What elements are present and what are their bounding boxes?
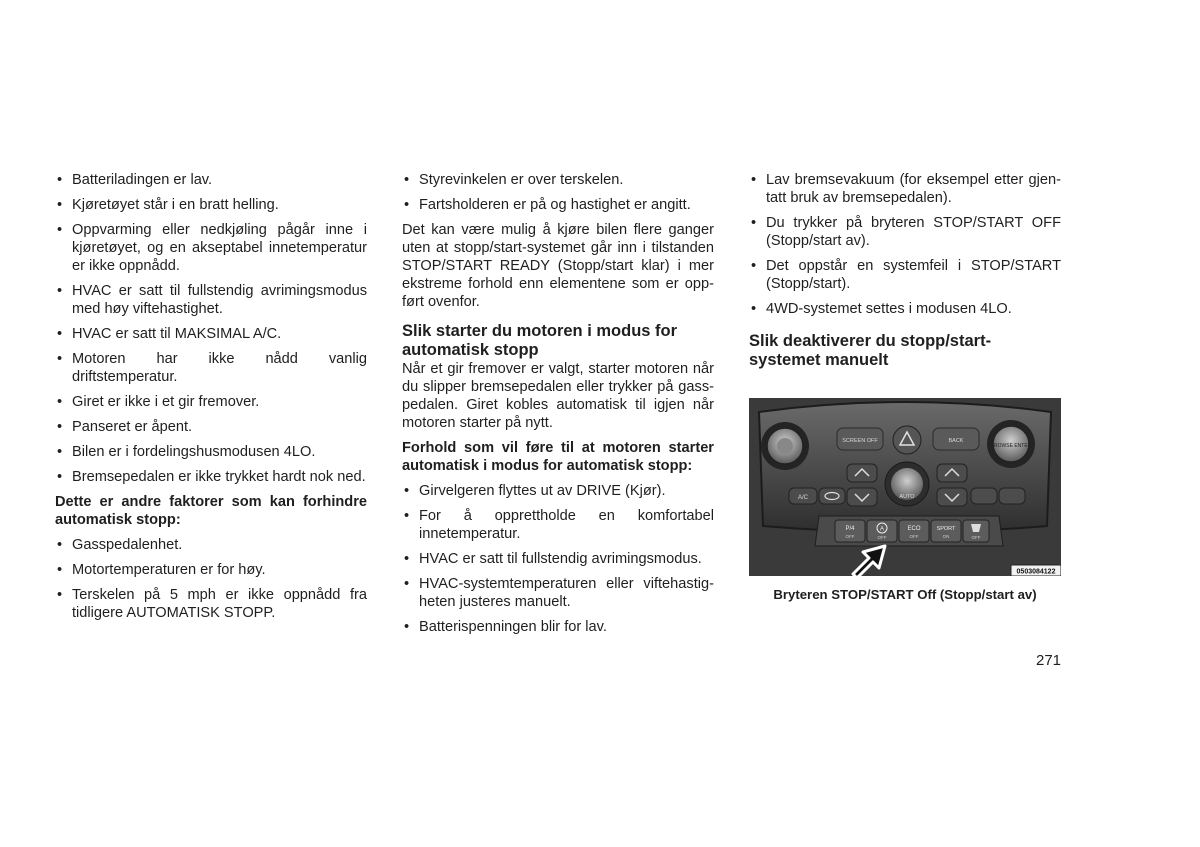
list-item: • Fartsholderen er på og hastighet er angitt.: [402, 196, 714, 214]
temp-down-left-icon: [847, 488, 877, 506]
back-label: BACK: [948, 438, 964, 444]
list-item: • HVAC er satt til fullstendig avrimingsmodus.: [402, 550, 714, 568]
stop-start-switch-figure: [749, 398, 1061, 576]
list-item: • Kjøretøyet står i en bratt helling.: [55, 196, 367, 214]
list-item: • HVAC-systemtemperaturen eller viftehastigheten justeres manuelt.: [402, 575, 714, 611]
eco-label: ECO: [907, 526, 921, 532]
figure-caption: Bryteren STOP/START Off (Stopp/start av): [773, 587, 1037, 602]
list-item: • Batterispenningen blir for lav.: [402, 618, 714, 636]
stop-start-sub-label: OFF: [877, 535, 887, 540]
conditions-heading: Forhold som vil føre til at motoren starter automatisk i modus for automatisk stopp:: [402, 440, 714, 474]
list-item: • Bremsepedalen er ikke trykket hardt nok ned.: [55, 468, 367, 486]
browse-label: BROWSE ENTER: [990, 443, 1032, 449]
list-item: • Styrevinkelen er over terskelen.: [402, 171, 714, 189]
restart-conditions-list: [402, 482, 714, 636]
factors-list: [55, 536, 367, 622]
defrost-front-icon: [971, 488, 997, 504]
list-item: • Bilen er i fordelingshusmodusen 4LO.: [55, 443, 367, 461]
eco-sub-label: OFF: [909, 534, 919, 539]
stop-start-label: A: [879, 526, 885, 533]
conditions-list-3: [749, 171, 1061, 318]
page-number: 271: [1036, 652, 1062, 669]
conditions-list-1: [55, 171, 367, 486]
esc-sub-label: OFF: [971, 535, 981, 540]
hazard-icon: [893, 426, 921, 454]
list-item: • Panseret er åpent.: [55, 418, 367, 436]
list-item: • Batteriladingen er lav.: [55, 171, 367, 189]
auto-label: AUTO: [899, 494, 915, 500]
factors-heading: Dette er andre faktorer som kan forhindre automatisk stopp:: [55, 494, 367, 528]
list-item: • Motortemperaturen er for høy.: [55, 561, 367, 579]
image-code: 0503084122: [1016, 568, 1056, 576]
section-heading: Slik starter du motoren i modus for automatisk stopp: [402, 322, 678, 359]
list-item: • Motoren har ikke nådd vanlig driftstemperatur.: [55, 350, 367, 386]
eco-off-icon: [899, 520, 929, 542]
temp-up-right-icon: [937, 464, 967, 482]
column-3: [749, 171, 1061, 604]
sport-label: SPORT: [936, 526, 956, 532]
conditions-list-2: [402, 171, 714, 214]
ac-label: A/C: [797, 495, 809, 501]
list-item: • HVAC er satt til MAKSIMAL A/C.: [55, 325, 367, 343]
section-heading: Slik deaktiverer du stopp/start-systemet manuelt: [749, 332, 992, 369]
list-item: • Det oppstår en systemfeil i STOP/START (Stopp/start).: [749, 257, 1061, 293]
dashboard-panel-illustration: [749, 398, 1061, 576]
browse-knob-icon: [987, 420, 1035, 468]
list-item: • 4WD-systemet settes i modusen 4LO.: [749, 300, 1061, 318]
list-item: • Girvelgeren flyttes ut av DRIVE (Kjør).: [402, 482, 714, 500]
esc-off-icon: [963, 520, 989, 542]
recirculation-icon: [819, 488, 845, 504]
temp-down-right-icon: [937, 488, 967, 506]
park-assist-off-icon: [835, 520, 865, 542]
stop-start-off-icon: [867, 520, 897, 542]
sport-sub-label: ON: [942, 534, 950, 539]
screen-off-label: SCREEN OFF: [842, 438, 878, 444]
list-item: • Lav bremsevakuum (for eksempel etter gjentatt bruk av bremsepedalen).: [749, 171, 1061, 207]
volume-knob-icon: [761, 422, 809, 470]
list-item: • Giret er ikke i et gir fremover.: [55, 393, 367, 411]
list-item: • HVAC er satt til fullstendig avrimingsmodus med høy viftehastighet.: [55, 282, 367, 318]
list-item: • Du trykker på bryteren STOP/START OFF (Stopp/start av).: [749, 214, 1061, 250]
sport-on-icon: [931, 520, 961, 542]
body-paragraph: Det kan være mulig å kjøre bilen flere ganger uten at stopp/start-systemet går inn i tilstanden STOP/START READY (Stopp/start klar) i mer ekstreme forhold enn elementene som er oppført ovenfor.: [402, 222, 714, 310]
list-item: • For å opprettholde en komfortabel innetemperatur.: [402, 507, 714, 543]
park-sub-label: OFF: [845, 534, 855, 539]
park-label: P/4: [845, 526, 855, 532]
column-1: [55, 171, 367, 629]
temp-up-left-icon: [847, 464, 877, 482]
list-item: • Oppvarming eller nedkjøling pågår inne i kjøretøyet, og en akseptabel innetemperatur er ikke oppnådd.: [55, 221, 367, 275]
list-item: • Gasspedalenhet.: [55, 536, 367, 554]
body-paragraph: Når et gir fremover er valgt, starter motoren når du slipper bremsepedalen eller trykker på gasspedalen. Giret kobles automatisk til igjen når motoren starter på nytt.: [402, 361, 714, 431]
defrost-rear-icon: [999, 488, 1025, 504]
list-item: • Terskelen på 5 mph er ikke oppnådd fra tidligere AUTOMATISK STOPP.: [55, 586, 367, 622]
column-2: [402, 171, 714, 643]
